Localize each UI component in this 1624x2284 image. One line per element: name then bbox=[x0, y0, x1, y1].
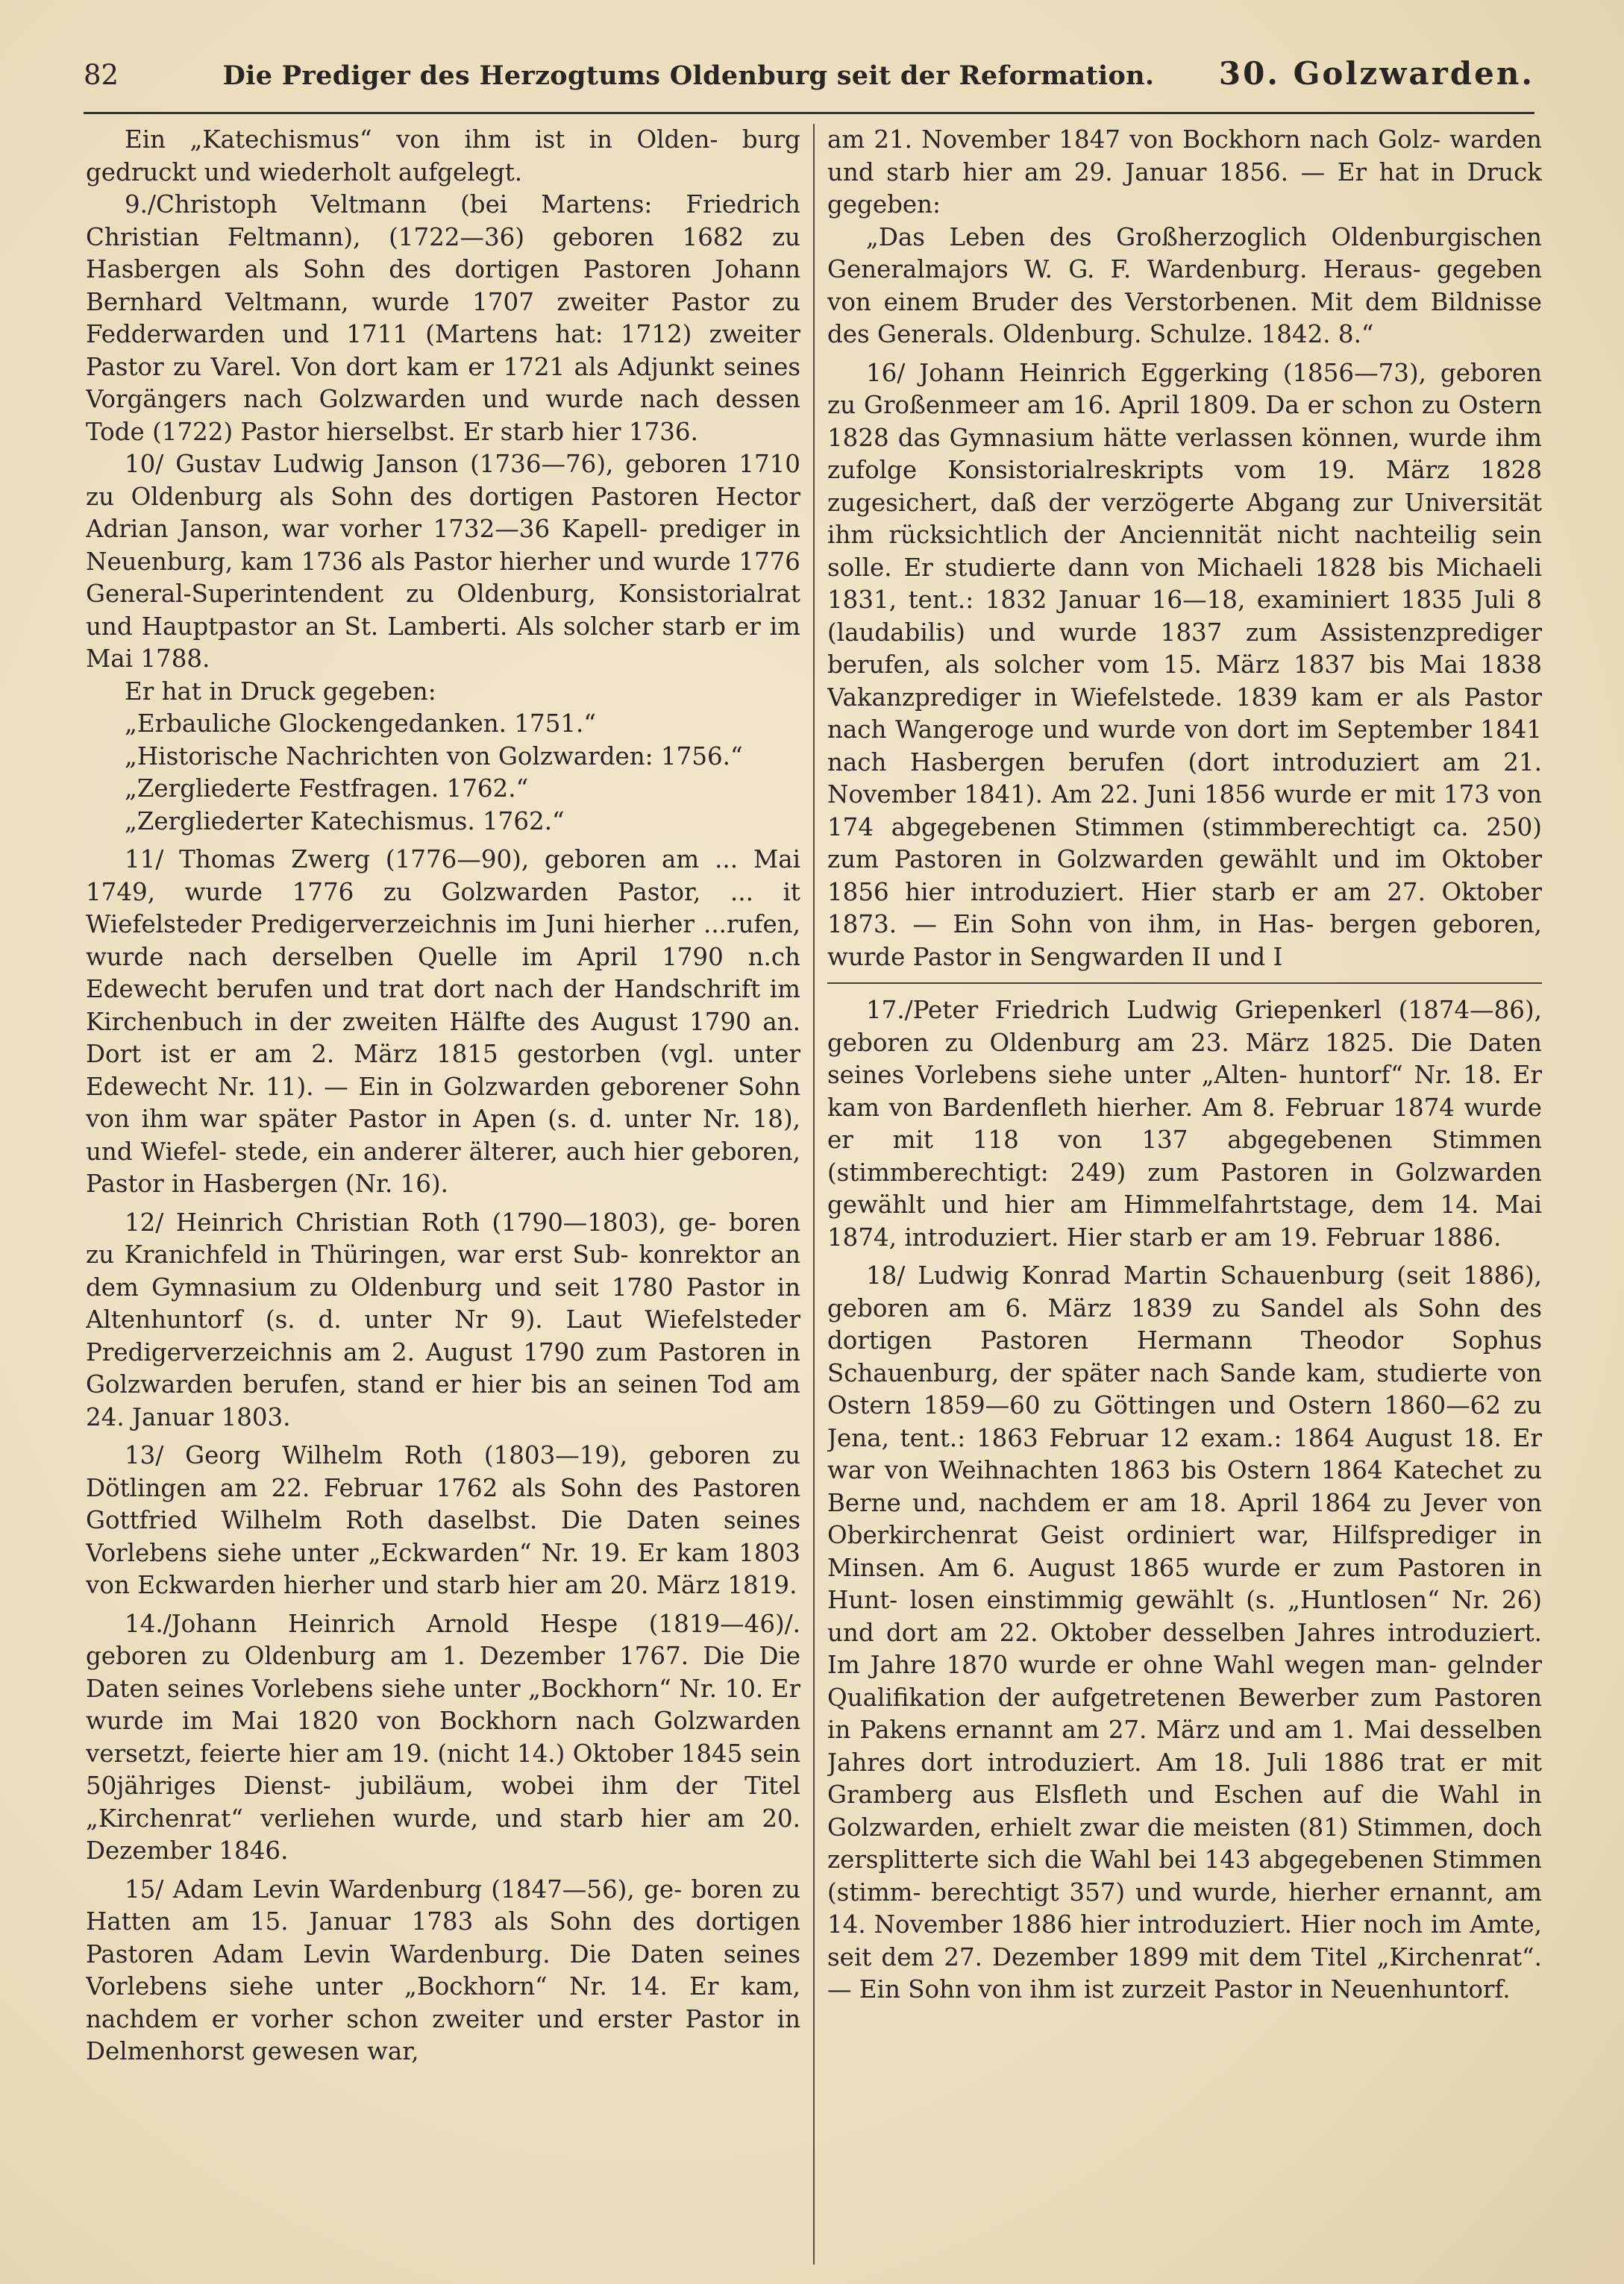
entry-12-roth: 12/ Heinrich Christian Roth (1790—1803), ge- boren zu Kranichfeld in Thüringen, war erst Sub- konrektor an dem Gymnasium zu Oldenburg und seit 1780 Pastor in Altenhuntorf (s. d. unter Nr 9). Laut Wiefelsteder Predigerverzeichnis am 2. August 1790 zum Pastoren in Golzwarden berufen, stand er hier bis an seinen Tod am 24. Januar 1803. bbox=[86, 1208, 800, 1431]
running-title: Die Prediger des Herzogtums Oldenburg seit der Reformation. bbox=[222, 60, 1155, 91]
page-number: 82 bbox=[84, 59, 119, 91]
entry-18-schauenburg: 18/ Ludwig Konrad Martin Schauenburg (seit 1886), geboren am 6. März 1839 zu Sandel als Sohn des dortigen Pastoren Hermann Theodor Sophus Schauenburg, der später nach Sande kam, studierte von Ostern 1859—60 zu Göttingen und Ostern 1860—62 zu Jena, tent.: 1863 Februar 12 exam.: 1864 August 18. Er war von Weihnachten 1863 bis Ostern 1864 Katechet zu Berne und, nachdem er am 18. April 1864 zu Jever von Oberkirchenrat Geist ordiniert war, Hilfsprediger in Minsen. Am 6. August 1865 wurde er zum Pastoren in Hunt- losen einstimmig gewählt (s. „Huntlosen“ Nr. 26) und dort am 22. Oktober desselben Jahres introduziert. Im Jahre 1870 wurde er ohne Wahl wegen man- gelnder Qualifikation der aufgetretenen Bewerber zum Pastoren in Pakens ernannt am 27. März und am 1. Mai desselben Jahres dort introduziert. Am 18. Juli 1886 trat er mit Gramberg aus Elsfleth und Eschen auf die Wahl in Golzwarden, erhielt zwar die meisten (81) Stimmen, doch zersplitterte sich die Wahl bei 143 abgegebenen Stimmen (stimm- berechtigt 357) und wurde, hierher ernannt, am 14. November 1886 hier introduziert. Hier noch im Amte, seit dem 27. Dezember 1899 mit dem Titel „Kirchenrat“. — Ein Sohn von ihm ist zurzeit Pastor in Neuenhuntorf. bbox=[827, 1261, 1542, 2004]
entry-15-continued: am 21. November 1847 von Bockhorn nach Golz- warden und starb hier am 29. Januar 1856. — Er hat in Druck gegeben: bbox=[827, 125, 1542, 219]
paragraph-katechismus: Ein „Katechismus“ von ihm ist in Olden- burg gedruckt und wiederholt aufgelegt. bbox=[86, 125, 800, 186]
right-column bbox=[827, 124, 1542, 2265]
entry-9-veltmann: 9./Christoph Veltmann (bei Martens: Friedrich Christian Feltmann), (1722—36) geboren 1682 zu Hasbergen als Sohn des dortigen Pastoren Johann Bernhard Veltmann, wurde 1707 zweiter Pastor zu Fedderwarden und 1711 (Martens hat: 1712) zweiter Pastor zu Varel. Von dort kam er 1721 als Adjunkt seines Vorgängers nach Golzwarden und wurde nach dessen Tode (1722) Pastor hierselbst. Er starb hier 1736. bbox=[86, 190, 800, 446]
section-title: 30. Golzwarden. bbox=[1218, 55, 1534, 92]
header-rule bbox=[84, 112, 1534, 114]
page-header bbox=[84, 55, 1534, 104]
entry-11-zwerg: 11/ Thomas Zwerg (1776—90), geboren am ... Mai 1749, wurde 1776 zu Golzwarden Pastor, ... it Wiefelsteder Predigerverzeichnis im Juni hierher ...rufen, wurde nach derselben Quelle im April 1790 n.ch Edewecht berufen und trat dort nach der Handschrift im Kirchenbuch in der zweiten Hälfte des August 1790 an. Dort ist er am 2. März 1815 gestorben (vgl. unter Edewecht Nr. 11). — Ein in Golzwarden geborener Sohn von ihm war später Pastor in Apen (s. d. unter Nr. 18), und Wiefel- stede, ein anderer älterer, auch hier geboren, Pastor in Hasbergen (Nr. 16). bbox=[86, 845, 800, 1198]
column-divider bbox=[813, 124, 815, 2265]
entry-15-wardenburg: 15/ Adam Levin Wardenburg (1847—56), ge- boren zu Hatten am 15. Januar 1783 als Sohn des dortigen Pastoren Adam Levin Wardenburg. Die Daten seines Vorlebens siehe unter „Bockhorn“ Nr. 14. Er kam, nachdem er vorher schon zweiter und erster Pastor in Delmenhorst gewesen war, bbox=[86, 1874, 800, 2065]
left-column bbox=[86, 124, 800, 2265]
publication-item: „Das Leben des Großherzoglich Oldenburgischen Generalmajors W. G. F. Wardenburg. Heraus- gegeben von einem Bruder des Verstorbenen. Mit dem Bildnisse des Generals. Oldenburg. Schulze. 1842. 8.“ bbox=[827, 222, 1542, 348]
print-intro: Er hat in Druck gegeben: bbox=[125, 677, 436, 706]
publication-item: „Zergliederte Festfragen. 1762.“ bbox=[125, 774, 529, 803]
entry-16-eggerking: 16/ Johann Heinrich Eggerking (1856—73), geboren zu Großenmeer am 16. April 1809. Da er schon zu Ostern 1828 das Gymnasium hätte verlassen können, wurde ihm zufolge Konsistorialreskripts vom 19. März 1828 zugesichert, daß der verzögerte Abgang zur Universität ihm rücksichtlich der Anciennität nicht nachteilig sein solle. Er studierte dann von Michaeli 1828 bis Michaeli 1831, tent.: 1832 Januar 16—18, examiniert 1835 Juli 8 (laudabilis) und wurde 1837 zum Assistenzprediger berufen, als solcher vom 15. März 1837 bis Mai 1838 Vakanzprediger in Wiefelstede. 1839 kam er als Pastor nach Wangeroge und wurde von dort im September 1841 nach Hasbergen berufen (dort introduziert am 21. November 1841). Am 22. Juni 1856 wurde er mit 173 von 174 abgegebenen Stimmen (stimmberechtigt ca. 250) zum Pastoren in Golzwarden gewählt und im Oktober 1856 hier introduziert. Hier starb er am 27. Oktober 1873. — Ein Sohn von ihm, in Has- bergen geboren, wurde Pastor in Sengwarden II und I bbox=[827, 358, 1542, 971]
entry-10-janson: 10/ Gustav Ludwig Janson (1736—76), geboren 1710 zu Oldenburg als Sohn des dortigen Pastoren Hector Adrian Janson, war vorher 1732—36 Kapell- prediger in Neuenburg, kam 1736 als Pastor hierher und wurde 1776 General-Superintendent zu Oldenburg, Konsistorialrat und Hauptpastor an St. Lamberti. Als solcher starb er im Mai 1788. bbox=[86, 450, 800, 673]
publication-item: „Zergliederter Katechismus. 1762.“ bbox=[125, 806, 565, 835]
entry-17-griepenkerl: 17./Peter Friedrich Ludwig Griepenkerl (1874—86), geboren zu Oldenburg am 23. März 1825. Die Daten seines Vorlebens siehe unter „Alten- huntorf“ Nr. 18. Er kam von Bardenfleth hierher. Am 8. Februar 1874 wurde er mit 118 von 137 abgegebenen Stimmen (stimmberechtigt: 249) zum Pastoren in Golzwarden gewählt und hier am Himmelfahrtstage, dem 14. Mai 1874, introduziert. Hier starb er am 19. Februar 1886. bbox=[827, 996, 1542, 1252]
entry-13-roth: 13/ Georg Wilhelm Roth (1803—19), geboren zu Dötlingen am 22. Februar 1762 als Sohn des Pastoren Gottfried Wilhelm Roth daselbst. Die Daten seines Vorlebens siehe unter „Eckwarden“ Nr. 19. Er kam 1803 von Eckwarden hierher und starb hier am 20. März 1819. bbox=[86, 1441, 800, 1599]
publication-item: „Historische Nachrichten von Golzwarden: 1756.“ bbox=[125, 741, 743, 771]
publication-item: „Erbauliche Glockengedanken. 1751.“ bbox=[125, 709, 597, 738]
entry-14-hespe: 14./Johann Heinrich Arnold Hespe (1819—46)/. geboren zu Oldenburg am 1. Dezember 1767. Die Die Daten seines Vorlebens siehe unter „Bockhorn“ Nr. 10. Er wurde im Mai 1820 von Bockhorn nach Golzwarden versetzt, feierte hier am 19. (nicht 14.) Oktober 1845 sein 50jähriges Dienst- jubiläum, wobei ihm der Titel „Kirchenrat“ verliehen wurde, und starb hier am 20. Dezember 1846. bbox=[86, 1609, 800, 1865]
entry-separator bbox=[827, 982, 1542, 984]
